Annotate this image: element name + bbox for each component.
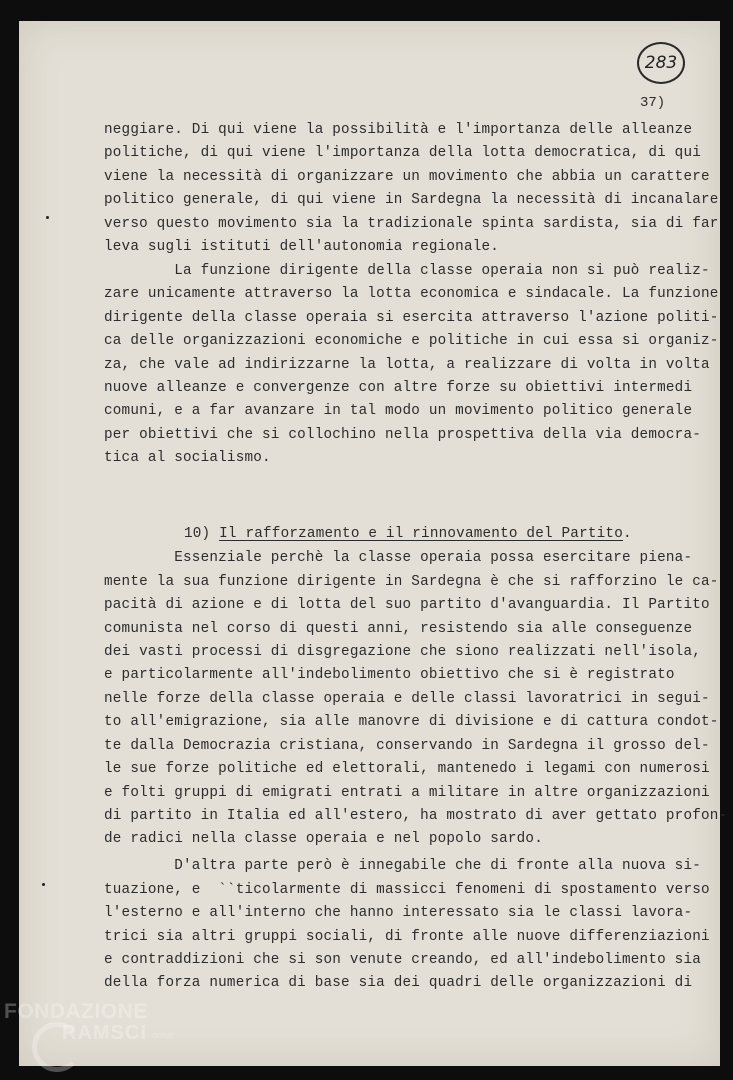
watermark-line1: FONDAZIONE [4,1000,148,1023]
text-line: D'altra parte però è innegabile che di fronte alla nuova si- [104,858,702,874]
text-line: dirigente della classe operaia si esercita attraverso l'azione politi- [104,310,719,326]
folio-stamp [637,42,685,84]
text-line: e folti gruppi di emigrati entrati a militare in altre organizzazioni [104,785,710,801]
text-line: nelle forze della classe operaia e delle classi lavoratrici in segui- [104,691,710,707]
watermark-line2: RAMSCI [62,1022,147,1044]
text-line: neggiare. Di qui viene la possibilità e l'importanza delle alleanze [104,122,693,138]
text-line: politico generale, di qui viene in Sardegna la necessità di incanalare [104,192,719,208]
margin-mark [46,216,49,219]
section-title: Il rafforzamento e il rinnovamento del Partito [219,526,623,542]
margin-mark [42,883,45,886]
text-line: de radici nella classe operaia e nel popolo sardo. [104,831,543,847]
text-line: Essenziale perchè la classe operaia possa esercitare piena- [104,550,693,566]
text-line: e contraddizioni che si son venute creando, ed all'indebolimento sia [104,952,702,968]
text-line: e particolarmente all'indebolimento obiettivo che si è registrato [104,667,675,683]
section-title-end: . [622,526,632,542]
text-line: mente la sua funzione dirigente in Sardegna è che si rafforzino le ca- [104,574,719,590]
section-heading [184,525,632,543]
text-line: verso questo movimento sia la tradizionale spinta sardista, sia di far [104,216,719,232]
text-line: comunista nel corso di questi anni, resistendo sia alle conseguenze [104,621,693,637]
text-line: trici sia altri gruppi sociali, di fronte alle nuove differenziazioni [104,929,710,945]
watermark-suffix: onlus [152,1030,174,1040]
text-line: le sue forze politiche ed elettorali, mantenedo i legami con numerosi [104,761,710,777]
text-line: La funzione dirigente della classe operaia non si può realiz- [104,263,710,279]
text-line: nuove alleanze e convergenze con altre forze su obiettivi intermedi [104,380,693,396]
text-line: leva sugli istituti dell'autonomia regionale. [104,239,500,255]
text-line: pacità di azione e di lotta del suo partito d'avanguardia. Il Partito [104,597,710,613]
text-line: per obiettivi che si collochino nella prospettiva della via democra- [104,427,702,443]
text-line: tuazione, e ``ticolarmente di massicci fenomeni di spostamento verso [104,882,710,898]
text-line: tica al socialismo. [104,450,271,466]
text-line: zare unicamente attraverso la lotta economica e sindacale. La funzione [104,286,719,302]
text-line: za, che vale ad indirizzarne la lotta, a realizzare di volta in volta [104,357,710,373]
text-line: politiche, di qui viene l'importanza della lotta democratica, di qui [104,145,702,161]
text-line: l'esterno e all'interno che hanno interessato sia le classi lavora- [104,905,693,921]
text-line: to all'emigrazione, sia alle manovre di divisione e di cattura condot- [104,714,719,730]
text-line: dei vasti processi di disgregazione che siono realizzati nell'isola, [104,644,702,660]
folio-number: 283 [644,53,678,73]
text-line: di partito in Italia ed all'estero, ha mostrato di aver gettato profon- [104,808,728,824]
text-line: della forza numerica di base sia dei quadri delle organizzazioni di [104,975,693,991]
text-line: comuni, e a far avanzare in tal modo un movimento politico generale [104,403,693,419]
page-number: 37) [640,95,666,111]
text-line: te dalla Democrazia cristiana, conservando in Sardegna il grosso del- [104,738,710,754]
fondazione-gramsci-watermark [4,998,204,1078]
section-number: 10) [184,526,211,542]
text-line: viene la necessità di organizzare un movimento che abbia un carattere [104,169,710,185]
text-line: ca delle organizzazioni economiche e politiche in cui essa si organiz- [104,333,719,349]
